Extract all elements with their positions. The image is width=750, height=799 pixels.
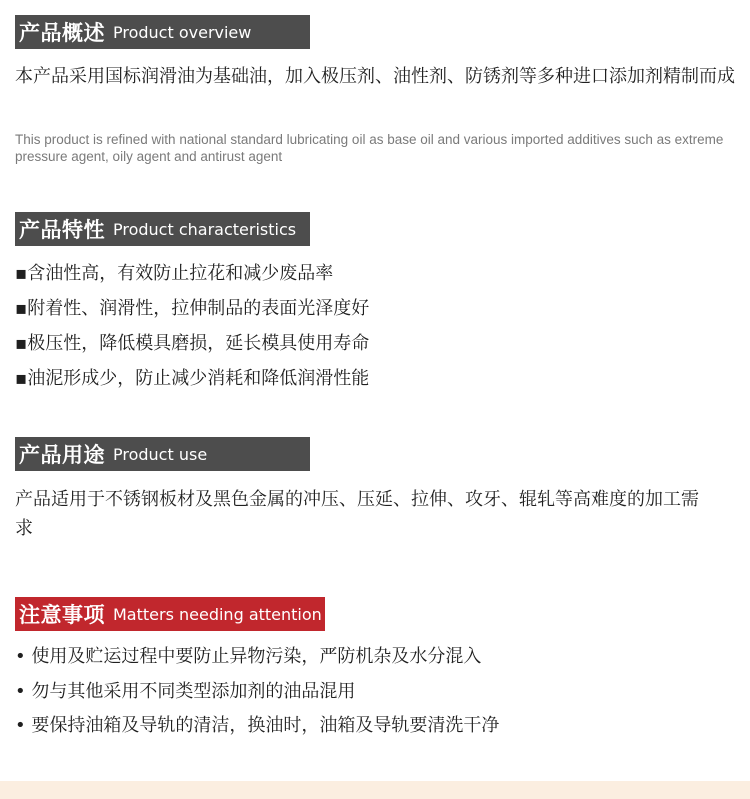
characteristics-list (15, 256, 740, 396)
attention-header (15, 597, 325, 631)
characteristics-title-cn: 产品特性 (19, 218, 105, 242)
overview-header (15, 15, 310, 49)
usage-text: 产品适用于不锈钢板材及黑色金属的冲压、压延、拉伸、攻牙、辊轧等高难度的加工需求 (15, 489, 699, 539)
overview-title-cn: 产品概述 (19, 21, 105, 45)
characteristics-title-en: Product characteristics (113, 219, 297, 239)
list-item: • 要保持油箱及导轨的清洁，换油时，油箱及导轨要清洗干净 (15, 715, 500, 736)
usage-header (15, 437, 310, 471)
attention-title-cn: 注意事项 (19, 603, 105, 627)
list-item: ▪极压性，降低模具磨损，延长模具使用寿命 (15, 333, 370, 354)
overview-title-en: Product overview (113, 22, 252, 42)
bottom-band (0, 781, 750, 799)
list-item: ▪油泥形成少，防止减少消耗和降低润滑性能 (15, 368, 370, 389)
list-item: ▪含油性高，有效防止拉花和减少废品率 (15, 263, 334, 284)
overview-text-en: This product is refined with national standard lubricating oil as base oil and various imported additives such as extreme pressure agent, oily agent and antirust agent (15, 132, 724, 164)
usage-title-en: Product use (113, 444, 208, 464)
attention-list (15, 640, 740, 744)
attention-title-en: Matters needing attention (113, 604, 322, 624)
characteristics-header (15, 212, 310, 246)
list-item: ▪附着性、润滑性，拉伸制品的表面光泽度好 (15, 298, 370, 319)
list-item: • 使用及贮运过程中要防止异物污染，严防机杂及水分混入 (15, 646, 482, 667)
list-item: • 勿与其他采用不同类型添加剂的油品混用 (15, 680, 356, 702)
usage-title-cn: 产品用途 (19, 443, 105, 467)
overview-text-cn: 本产品采用国标润滑油为基础油，加入极压剂、油性剂、防锈剂等多种进口添加剂精制而成 (15, 66, 735, 87)
